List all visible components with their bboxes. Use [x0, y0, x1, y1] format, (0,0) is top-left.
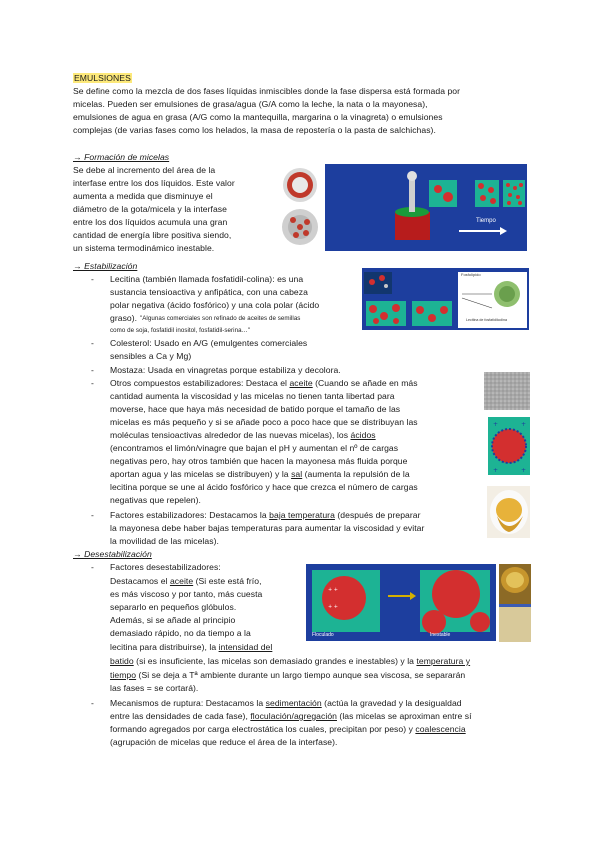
section-heading-estabilizacion: → Estabilización	[73, 261, 138, 271]
text-line: Factores estabilizadores: Destacamos la baja temperatura (después de preparar	[110, 510, 421, 520]
text-line: Otros compuestos estabilizadores: Destaca el aceite (Cuando se añade en más	[110, 378, 418, 388]
text-line: las fases = se cortará).	[110, 683, 199, 693]
text-line: negativas que repelen).	[110, 495, 201, 505]
text-line: aportan agua y las micelas se distribuyen) y la sal (aumenta la repulsión de la	[110, 469, 410, 479]
bullet: -	[91, 698, 94, 708]
intro-line: Se define como la mezcla de dos fases líquidas inmiscibles donde la fase dispersa está formada por	[73, 86, 461, 96]
note-line: como de soja, fosfatidil inositol, fosfatidil-serina…"	[110, 327, 251, 334]
separated-emulsion-photo	[499, 564, 531, 642]
svg-text:+ +: + +	[328, 587, 338, 593]
section-heading-formacion: → Formación de micelas	[73, 152, 170, 162]
text-line: Lecitina (también llamada fosfatidil-colina): es una	[110, 274, 304, 284]
text-line: cantidad de energía libre positiva siendo,	[73, 230, 232, 240]
text-line: Colesterol: Usado en A/G (emulgentes comerciales	[110, 338, 308, 348]
text-line: separarlo en pequeños glóbulos.	[110, 602, 237, 612]
bullet: -	[91, 510, 94, 520]
section-heading-desestabilizacion: → Desestabilización	[73, 549, 152, 559]
svg-text:+: +	[493, 421, 499, 428]
text-line: Mostaza: Usada en vinagretas porque estabiliza y decolora.	[110, 365, 341, 375]
page-title: EMULSIONES	[74, 73, 131, 83]
bullet: -	[91, 274, 94, 284]
mayonnaise-egg-photo	[487, 486, 530, 538]
text-line: micelas es más pequeño y si se añade poco a poco hace que se distribuyan las	[110, 417, 418, 427]
bullet: -	[91, 562, 94, 572]
note-line: "Algunas comerciales son refinado de aceites de semillas	[140, 315, 301, 322]
text-line: cantidad aumenta la viscosidad y las micelas no tienen tanta libertad para	[110, 391, 395, 401]
text-line: es más viscoso y por tanto, más cuesta	[110, 589, 263, 599]
lecithin-diagram	[362, 268, 529, 330]
intro-line: emulsiones de agua en grasa (A/G como la mantequilla, margarina o la vinagreta) o emulsiones	[73, 112, 443, 122]
figure-label: Inestable	[430, 632, 451, 638]
intro-line: complejas (de varias fases como los helados, la masa de repostería o la pasta de salchichas).	[73, 125, 436, 135]
micelle-molecular-model-image	[280, 165, 320, 250]
text-line: entre los dos líquidos acumula una gran	[73, 217, 228, 227]
text-line: sensibles a Ca y Mg)	[110, 351, 192, 361]
figure-label: Tiempo	[476, 218, 496, 224]
text-line: demasiado rápido, no da tiempo a la	[110, 628, 251, 638]
text-line: moverse, hace que haya más necesidad de batido porque el tamaño de las	[110, 404, 401, 414]
text-line: Además, si se añade al principio	[110, 615, 236, 625]
text-line: diámetro de la gota/micela y la interfase	[73, 204, 227, 214]
svg-text:+: +	[493, 467, 499, 474]
text-line: Mecanismos de ruptura: Destacamos la sedimentación (actúa la gravedad y la desigualdad	[110, 698, 462, 708]
text-line: sustancia tensioactiva y anfipática, con una cabeza	[110, 287, 308, 297]
text-line: lecitina para distribuirse), la intensidad del	[110, 642, 273, 652]
flocculation-diagram	[306, 564, 496, 641]
text-line: aumenta a medida que disminuye el	[73, 191, 213, 201]
bullet: -	[91, 338, 94, 348]
text-line: interfase entre los dos líquidos. Este valor	[73, 178, 235, 188]
bullet: -	[91, 378, 94, 388]
svg-text:+: +	[521, 421, 527, 428]
text-line: polar negativa (ácido fosfórico) y una cola polar (ácido	[110, 300, 320, 310]
text-line: entre las densidades de cada fase), floculación/agregación (las micelas se aproximan entre sí	[110, 711, 472, 721]
text-line: la mayonesa debe haber bajas temperaturas para aumentar la viscosidad y evitar	[110, 523, 425, 533]
bullet: -	[91, 365, 94, 375]
text-line: graso).	[110, 313, 138, 323]
oil-texture-image	[484, 372, 530, 410]
text-line: moléculas tensioactivas alrededor de las nuevas micelas), los ácidos	[110, 430, 376, 440]
svg-text:+ +: + +	[328, 604, 338, 610]
text-line: Destacamos el aceite (Si este está frío,	[110, 576, 262, 586]
intro-line: micelas. Pueden ser emulsiones de grasa/agua (G/A como la leche, la nata o la mayonesa),	[73, 99, 428, 109]
text-line: (agrupación de micelas que reduce el área de la interfase).	[110, 737, 338, 747]
emulsion-time-diagram	[325, 164, 527, 251]
svg-text:+: +	[521, 467, 527, 474]
text-line: negativas pero, hay otros también que hacen la mayonesa más fluida porque	[110, 456, 408, 466]
text-line: (encontramos el limón/vinagre que bajan el pH y aumentan el nº de cargas	[110, 443, 399, 453]
figure-label: Fosfolípido	[461, 272, 481, 277]
text-line: batido (si es insuficiente, las micelas son demasiado grandes e inestables) y la temperatura y	[110, 656, 471, 666]
text-line: Se debe al incremento del área de la	[73, 165, 216, 175]
charged-micelle-diagram	[488, 417, 530, 475]
text-line: la movilidad de las micelas).	[110, 536, 219, 546]
figure-label: Lecitina de fosfatidilcolina	[466, 318, 507, 322]
text-line: un sistema termodinámico inestable.	[73, 243, 215, 253]
text-line: lecitina porque se une al ácido fosfórico y hace que crezca el número de cargas	[110, 482, 418, 492]
text-line: formando agregados por carga electrostática los cuales, precipitan por peso) y coalescencia	[110, 724, 466, 734]
text-line: Factores desestabilizadores:	[110, 562, 221, 572]
figure-label: Floculado	[312, 632, 334, 638]
text-line: tiempo (Si se deja a Tª ambiente durante un largo tiempo aunque sea viscosa, se separarán	[110, 670, 466, 680]
